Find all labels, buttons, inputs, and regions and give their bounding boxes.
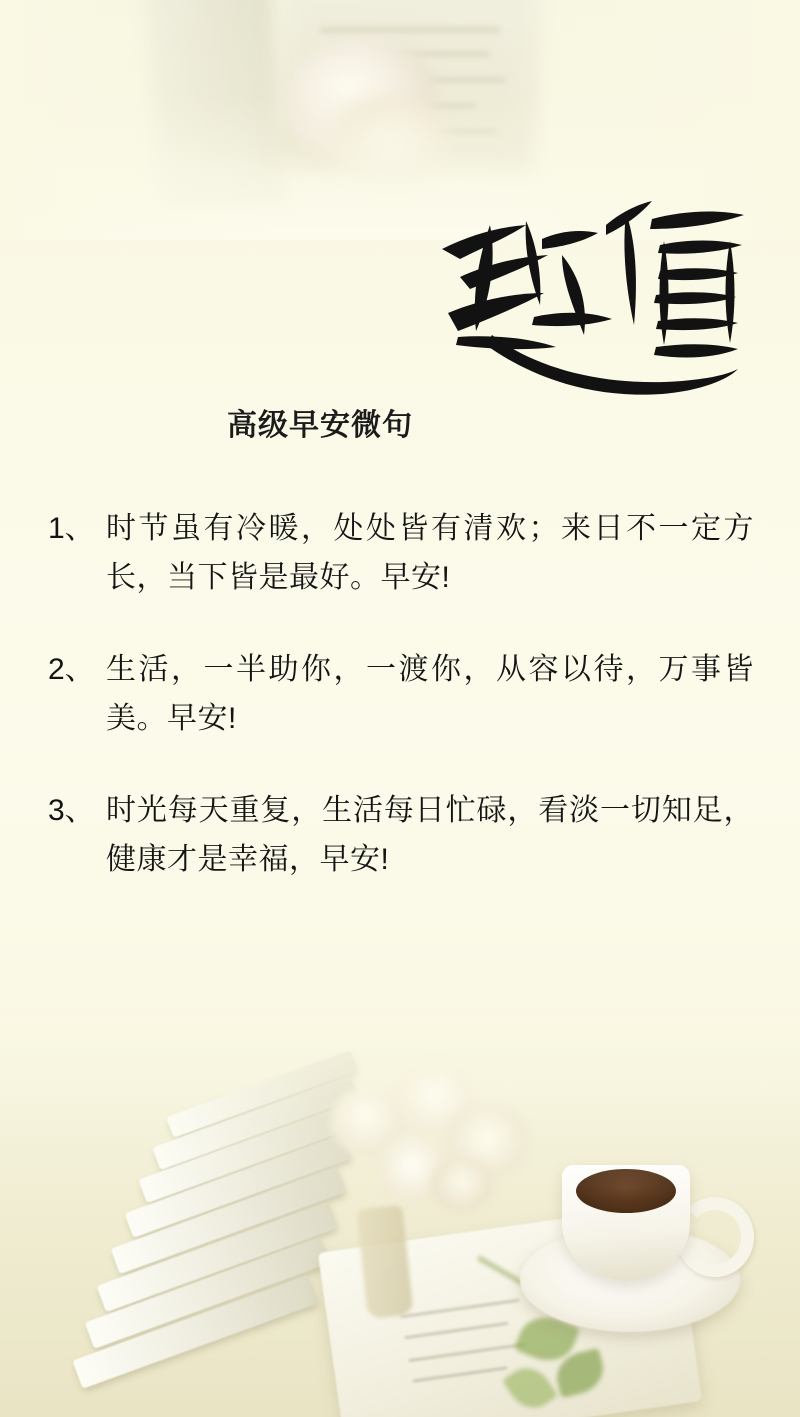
quote-text: 生活，一半助你，一渡你，从容以待，万事皆美。早安! [106,653,754,735]
bottom-photo-band [0,1017,800,1417]
list-item [48,787,754,884]
list-item [48,505,754,602]
page-title: 高级早安微句 [227,409,413,442]
quote-number: 3、 [48,794,95,828]
quote-list [48,505,754,929]
calligraphy-artwork [430,185,750,410]
quote-number: 1、 [48,512,95,545]
quote-text: 时光每天重复，生活每日忙碌，看淡一切知足，健康才是幸福，早安! [106,794,754,876]
quote-number: 2、 [48,653,95,687]
bottom-photo-fade [0,1017,800,1417]
list-item [48,646,754,743]
quote-text: 时节虽有冷暖，处处皆有清欢；来日不一定方长，当下皆是最好。早安! [106,512,754,594]
